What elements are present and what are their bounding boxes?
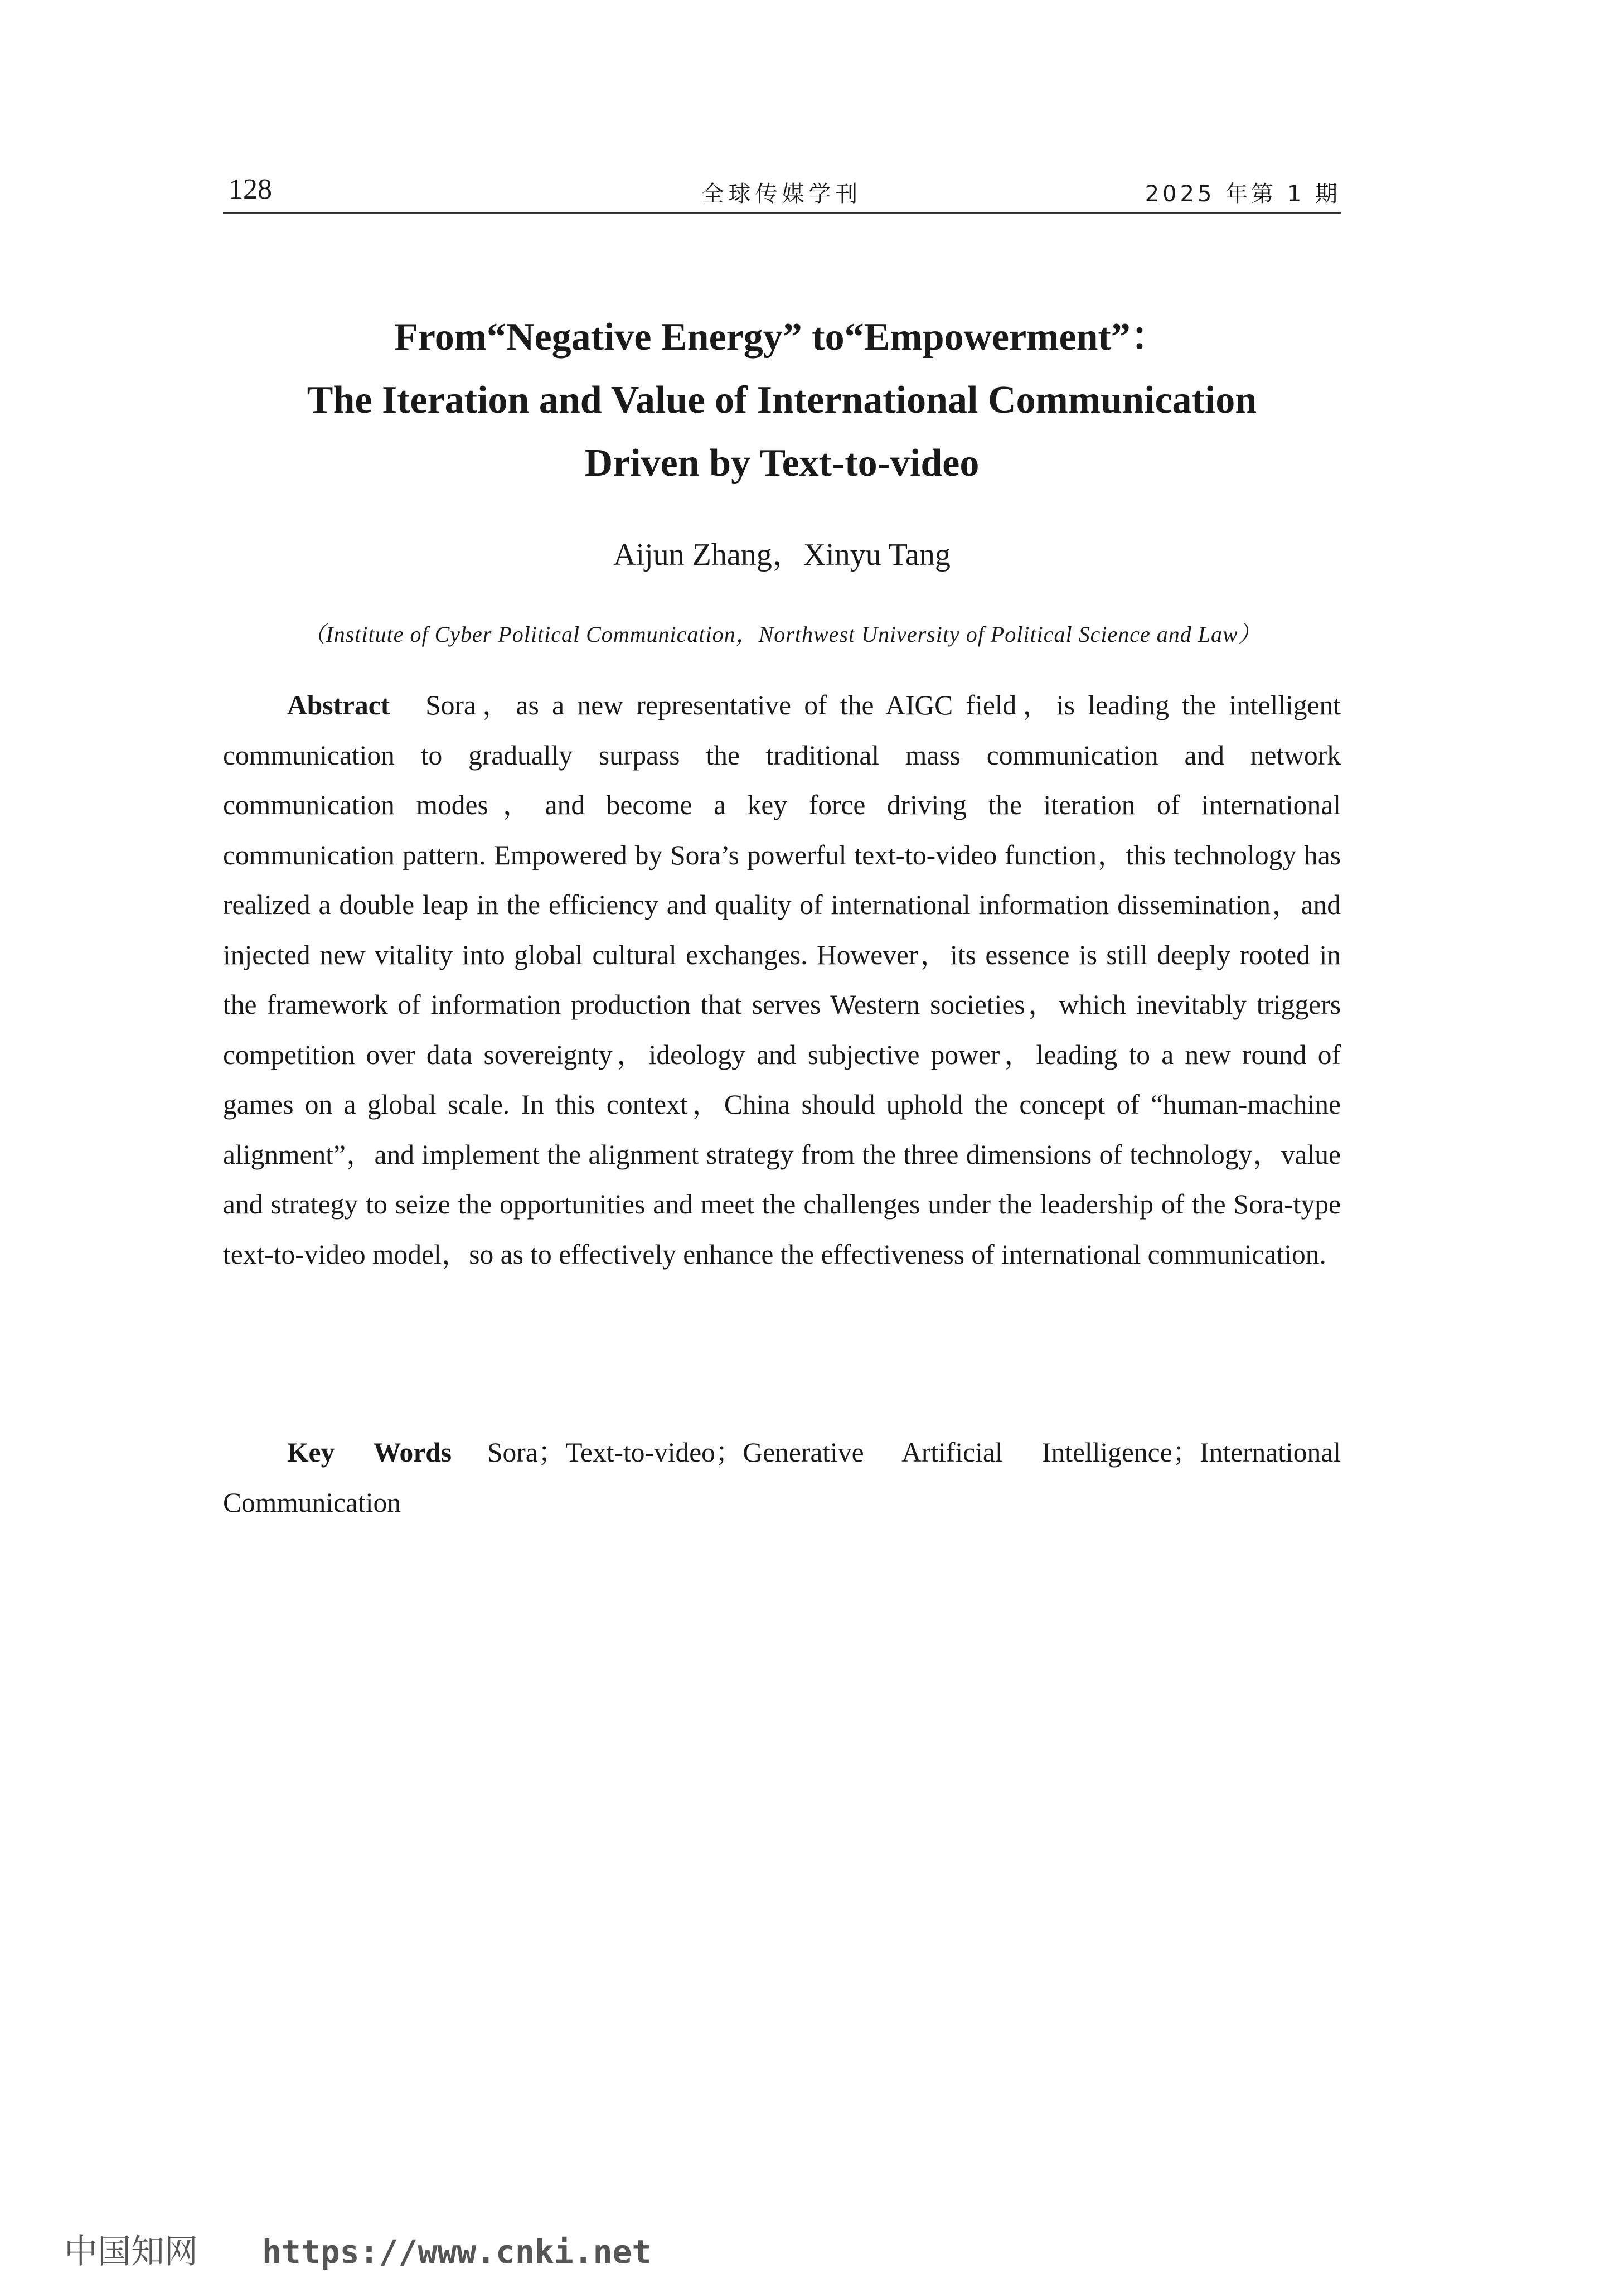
journal-name: 全球传媒学刊: [701, 181, 862, 207]
affiliation: （Institute of Cyber Political Communication，Northwest University of Political Science and Law）: [303, 622, 1261, 647]
watermark-site-name: 中国知网: [64, 2232, 198, 2271]
paper-title: [223, 306, 1341, 495]
keywords-label: Key Words: [287, 1437, 452, 1468]
title-line-3: Driven by Text-to-video: [584, 442, 980, 485]
abstract-section: [223, 680, 1341, 1279]
abstract-label: Abstract: [287, 690, 390, 720]
page-number: 128: [229, 173, 272, 205]
keywords-section: [223, 1428, 1341, 1527]
cnki-watermark: [64, 2225, 651, 2273]
running-header: [223, 167, 1341, 214]
abstract-text: Sora，as a new representative of the AIGC field，is leading the intelligent communication to gradually surpass the traditional mass communication and network communication modes，and become a key force driving the iteration of international communication pattern. Empowered by Sora’s powerful text-to-video function，this technology has realized a double leap in the efficiency and quality of international information dissemination，and injected new vitality into global cultural exchanges. However，its essence is still deeply rooted in the framework of information production that serves Western societies，which inevitably triggers competition over data sovereignty，ideology and subjective power，leading to a new round of games on a global scale. In this context，China should uphold the concept of “human-machine alignment”，and implement the alignment strategy from the three dimensions of technology，value and strategy to seize the opportunities and meet the challenges under the leadership of the Sora-type text-to-video model，so as to effectively enhance the effectiveness of international communication.: [223, 690, 1341, 1270]
author-list: Aijun Zhang，Xinyu Tang: [613, 538, 951, 572]
keywords-text: Sora；Text-to-video；Generative Artificial Intelligence；International Communication: [223, 1437, 1341, 1518]
watermark-url: https://www.cnki.net: [262, 2233, 652, 2271]
title-line-1: From“Negative Energy” to“Empowerment”：: [394, 316, 1170, 359]
issue-label: 2025 年第 1 期: [1145, 181, 1341, 207]
title-line-2: The Iteration and Value of International Communication: [307, 379, 1257, 422]
